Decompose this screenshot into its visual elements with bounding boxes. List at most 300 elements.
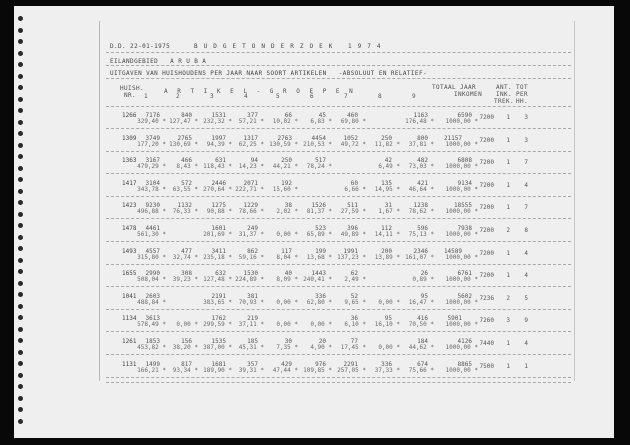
cell-absolute: 840 — [181, 112, 192, 119]
punch-hole — [18, 419, 23, 424]
row-household-nr: 1261 — [122, 338, 137, 345]
row-separator — [106, 196, 571, 197]
row-separator — [106, 309, 571, 310]
cell-tot: 7 — [524, 159, 528, 167]
cell-absolute: 77 — [350, 338, 358, 345]
separator — [106, 106, 571, 107]
cell-relative: 62,25 * — [238, 140, 264, 148]
cell-absolute: 976 — [315, 360, 326, 368]
cell-relative: 46,64 * — [408, 185, 434, 193]
cell-relative: 8,43 * — [176, 163, 198, 171]
frame-right-line — [574, 21, 575, 381]
col-number: 1 — [144, 93, 149, 100]
cell-relative: 0,00 * — [276, 321, 298, 329]
cell-relative: 496,88 * — [137, 208, 166, 216]
cell-relative: 75,66 * — [408, 366, 434, 374]
row-household-nr: 1655 — [122, 270, 137, 278]
cell-absolute: 523 — [315, 225, 326, 232]
cell-relative: 240,41 * — [303, 276, 332, 284]
cell-relative: 76,33 * — [172, 208, 198, 216]
cell-relative: 32,74 * — [172, 253, 198, 261]
cell-absolute: 21157 — [443, 134, 462, 142]
cell-relative: 222,71 * — [235, 185, 264, 193]
punch-hole — [18, 281, 23, 286]
cell-total-rel: 1000,00 * — [445, 298, 478, 306]
punch-hole — [18, 28, 23, 33]
cell-income: 7236 — [479, 294, 494, 302]
cell-relative: 127,48 * — [203, 276, 232, 284]
cell-relative: 177,20 * — [137, 140, 166, 148]
cell-absolute: 2603 — [145, 292, 160, 300]
cell-absolute: 7176 — [145, 112, 160, 119]
cell-absolute: 2765 — [177, 134, 192, 142]
cell-absolute: 3167 — [145, 157, 160, 165]
cell-ant: 1 — [506, 340, 510, 347]
cell-absolute: 219 — [247, 315, 258, 323]
cell-relative: 8,04 * — [276, 253, 298, 261]
cell-income: 7260 — [479, 317, 494, 325]
cell-relative: 14,23 * — [238, 163, 264, 171]
cell-relative: 63,55 * — [172, 185, 198, 193]
cell-total: 7938 — [457, 225, 472, 232]
cell-relative: 383,65 * — [203, 298, 232, 306]
col-number: 4 — [244, 93, 249, 100]
cell-absolute: 421 — [417, 179, 428, 187]
cell-absolute: 482 — [417, 157, 428, 165]
cell-ant: 1 — [506, 136, 510, 144]
cell-absolute: 817 — [181, 360, 192, 368]
punch-hole — [18, 384, 23, 389]
col-number: 9 — [412, 93, 417, 100]
col-trek: TREK. — [494, 98, 515, 105]
col-ant: ANT. — [496, 84, 513, 91]
cell-relative: 2,49 * — [344, 276, 366, 284]
cell-absolute: 381 — [247, 292, 258, 300]
cell-absolute: 112 — [381, 225, 392, 232]
cell-tot: 1 — [524, 362, 528, 370]
punch-hole — [18, 373, 23, 378]
cell-ant: 1 — [506, 159, 510, 167]
cell-relative: 47,44 * — [272, 366, 298, 374]
cell-total: 9134 — [457, 179, 472, 187]
cell-absolute: 800 — [417, 134, 428, 142]
cell-ant: 2 — [506, 227, 510, 234]
cell-relative: 13,89 * — [374, 253, 400, 261]
cell-relative: 0,00 * — [378, 298, 400, 306]
punch-hole — [18, 223, 23, 228]
cell-total: 4126 — [457, 338, 472, 345]
cell-relative: 37,11 * — [238, 321, 264, 329]
cell-ant: 1 — [506, 249, 510, 257]
col-per: PER — [516, 91, 529, 98]
cell-relative: 31,37 * — [238, 231, 264, 238]
cell-ant: 1 — [506, 204, 510, 212]
cell-absolute: 511 — [347, 202, 358, 210]
cell-relative: 78,66 * — [238, 208, 264, 216]
cell-total: 6590 — [457, 112, 472, 119]
cell-relative: 93,34 * — [172, 366, 198, 374]
cell-absolute: 336 — [381, 360, 392, 368]
cell-absolute: 250 — [381, 134, 392, 142]
punch-hole — [18, 97, 23, 102]
row-separator — [106, 173, 571, 174]
cell-absolute: 460 — [347, 112, 358, 119]
cell-relative: 37,81 * — [408, 140, 434, 148]
row-separator — [106, 264, 571, 265]
cell-relative: 39,31 * — [238, 366, 264, 374]
cell-income: 7500 — [479, 362, 494, 370]
cell-relative: 118,43 * — [203, 163, 232, 171]
header-island: EILANDGEBIED A R U B A — [110, 58, 207, 65]
cell-absolute: 596 — [417, 225, 428, 232]
cell-relative: 210,53 * — [303, 140, 332, 148]
punch-hole — [18, 51, 23, 56]
row-separator — [106, 128, 571, 129]
cell-absolute: 517 — [315, 157, 326, 165]
cell-relative: 70,93 * — [238, 298, 264, 306]
cell-relative: 39,23 * — [172, 276, 198, 284]
cell-relative: 161,07 * — [405, 253, 434, 261]
cell-total: 8865 — [457, 360, 472, 368]
header-date: D.D. 22-01-1975 — [110, 43, 171, 50]
cell-relative: 11,82 * — [374, 140, 400, 148]
cell-absolute: 1317 — [243, 134, 258, 142]
cell-absolute: 1530 — [243, 270, 258, 278]
cell-absolute: 1531 — [211, 112, 226, 119]
cell-relative: 201,69 * — [203, 231, 232, 238]
cell-ant: 2 — [506, 294, 510, 302]
punch-hole — [18, 350, 23, 355]
cell-total-rel: 1000,00 * — [445, 163, 478, 171]
punch-hole — [18, 315, 23, 320]
cell-income: 7200 — [479, 272, 494, 280]
punch-hole — [18, 143, 23, 148]
cell-total: 18555 — [453, 202, 472, 210]
cell-relative: 0,00 * — [276, 298, 298, 306]
cell-absolute: 429 — [281, 360, 292, 368]
cell-absolute: 572 — [181, 179, 192, 187]
col-number: 7 — [344, 93, 349, 100]
cell-total-rel: 1000,00 * — [445, 344, 478, 351]
punch-hole — [18, 62, 23, 67]
punch-hole — [18, 327, 23, 332]
cell-relative: 578,49 * — [137, 321, 166, 329]
cell-relative: 329,40 * — [137, 118, 166, 125]
cell-absolute: 26 — [420, 270, 428, 278]
cell-absolute: 1601 — [211, 225, 226, 232]
row-household-nr: 1363 — [122, 157, 137, 165]
cell-absolute: 14589 — [443, 247, 462, 255]
cell-relative: 127,47 * — [169, 118, 198, 125]
cell-absolute: 377 — [247, 112, 258, 119]
cell-absolute: 40 — [284, 270, 292, 278]
punch-hole — [18, 166, 23, 171]
cell-relative: 37,33 * — [374, 366, 400, 374]
punch-hole — [18, 246, 23, 251]
cell-absolute: 308 — [181, 270, 192, 278]
cell-relative: 75,13 * — [408, 231, 434, 238]
cell-absolute: 9230 — [145, 202, 160, 210]
cell-tot: 4 — [524, 181, 528, 189]
cell-relative: 45,31 * — [238, 344, 264, 351]
cell-relative: 78,24 * — [306, 163, 332, 171]
cell-relative: 130,69 * — [169, 140, 198, 148]
punch-hole — [18, 74, 23, 79]
cell-absolute: 199 — [315, 247, 326, 255]
col-number: 5 — [276, 93, 281, 100]
cell-total: 6808 — [457, 157, 472, 165]
cell-relative: 15,60 * — [272, 185, 298, 193]
punch-hole — [18, 177, 23, 182]
punch-hole — [18, 200, 23, 205]
cell-absolute: 336 — [315, 292, 326, 300]
cell-absolute: 466 — [181, 157, 192, 165]
cell-absolute: 1991 — [343, 247, 358, 255]
header-title: B U D G E T O N D E R Z O E K 1 9 7 4 — [194, 43, 382, 50]
cell-absolute: 36 — [350, 315, 358, 323]
cell-relative: 315,80 * — [137, 253, 166, 261]
punch-hole — [18, 407, 23, 412]
cell-total-rel: 1000,00 * — [445, 253, 478, 261]
cell-income: 7440 — [479, 340, 494, 347]
cell-relative: 62,80 * — [306, 298, 332, 306]
cell-absolute: 200 — [381, 247, 392, 255]
row-household-nr: 1493 — [122, 247, 137, 255]
frame-left-line — [99, 21, 100, 381]
cell-relative: 78,62 * — [408, 208, 434, 216]
cell-total-rel: 1000,00 * — [445, 208, 478, 216]
cell-relative: 7,35 * — [276, 344, 298, 351]
cell-absolute: 2763 — [277, 134, 292, 142]
col-number: 6 — [310, 93, 315, 100]
cell-relative: 232,32 * — [203, 118, 232, 125]
punch-hole — [18, 269, 23, 274]
cell-relative: 109,85 * — [303, 366, 332, 374]
cell-absolute: 674 — [417, 360, 428, 368]
cell-absolute: 1132 — [177, 202, 192, 210]
cell-relative: 94,39 * — [206, 140, 232, 148]
row-household-nr: 1266 — [122, 112, 137, 119]
cell-income: 7200 — [479, 227, 494, 234]
cell-absolute: 2446 — [211, 179, 226, 187]
punch-hole — [18, 120, 23, 125]
cell-absolute: 396 — [347, 225, 358, 232]
cell-absolute: 192 — [281, 179, 292, 187]
cell-income: 7200 — [479, 249, 494, 257]
cell-absolute: 2346 — [413, 247, 428, 255]
cell-tot: 3 — [524, 136, 528, 144]
cell-absolute: 4557 — [145, 247, 160, 255]
cell-total-rel: 1000,00 * — [445, 366, 478, 374]
punch-holes — [18, 16, 30, 436]
punch-hole — [18, 396, 23, 401]
cell-relative: 57,21 * — [238, 118, 264, 125]
cell-relative: 73,03 * — [408, 163, 434, 171]
punch-hole — [18, 304, 23, 309]
col-nr: NR. — [124, 92, 137, 99]
cell-absolute: 250 — [281, 157, 292, 165]
col-jaar: JAAR — [460, 84, 477, 91]
cell-absolute: 38 — [284, 202, 292, 210]
cell-total-rel: 1000,00 * — [445, 276, 478, 284]
cell-relative: 44,62 * — [408, 344, 434, 351]
col-number: 3 — [210, 93, 215, 100]
cell-relative: 1,67 * — [378, 208, 400, 216]
cell-relative: 6,49 * — [378, 163, 400, 171]
cell-relative: 6,83 * — [310, 118, 332, 125]
row-separator — [106, 354, 571, 355]
cell-absolute: 135 — [381, 179, 392, 187]
cell-absolute: 357 — [247, 360, 258, 368]
cell-ant: 1 — [506, 362, 510, 370]
cell-relative: 453,82 * — [137, 344, 166, 351]
col-number: 8 — [378, 93, 383, 100]
cell-total-rel: 1000,00 * — [445, 321, 478, 329]
cell-absolute: 3613 — [145, 315, 160, 323]
cell-absolute: 30 — [284, 338, 292, 345]
separator — [106, 78, 571, 79]
cell-income: 7200 — [479, 181, 494, 189]
cell-absolute: 1499 — [145, 360, 160, 368]
punch-hole — [18, 235, 23, 240]
cell-relative: 70,50 * — [408, 321, 434, 329]
row-household-nr: 1417 — [122, 179, 137, 187]
cell-absolute: 52 — [350, 292, 358, 300]
cell-absolute: 2291 — [343, 360, 358, 368]
row-separator — [106, 377, 571, 378]
cell-tot: 3 — [524, 114, 528, 121]
cell-relative: 16,10 * — [374, 321, 400, 329]
row-household-nr: 1041 — [122, 292, 137, 300]
cell-absolute: 1052 — [343, 134, 358, 142]
cell-absolute: 1163 — [413, 112, 428, 119]
cell-total-rel: 1000,00 * — [445, 140, 478, 148]
cell-absolute: 632 — [215, 270, 226, 278]
cell-absolute: 2071 — [243, 179, 258, 187]
cell-absolute: 2990 — [145, 270, 160, 278]
cell-absolute: 156 — [181, 338, 192, 345]
cell-relative: 90,88 * — [206, 208, 232, 216]
row-household-nr: 1478 — [122, 225, 137, 232]
punch-hole — [18, 361, 23, 366]
cell-absolute: 94 — [250, 157, 258, 165]
cell-relative: 488,84 * — [137, 298, 166, 306]
cell-relative: 65,89 * — [306, 231, 332, 238]
separator — [106, 52, 571, 53]
cell-absolute: 1853 — [145, 338, 160, 345]
cell-absolute: 3749 — [145, 134, 160, 142]
separator — [106, 382, 571, 383]
cell-tot: 4 — [524, 340, 528, 347]
cell-relative: 479,29 * — [137, 163, 166, 171]
cell-total: 6761 — [457, 270, 472, 278]
cell-relative: 189,90 * — [203, 366, 232, 374]
cell-absolute: 45 — [318, 112, 326, 119]
cell-relative: 0,00 * — [176, 321, 198, 329]
cell-ant: 1 — [506, 272, 510, 280]
cell-absolute: 184 — [417, 338, 428, 345]
cell-income: 7200 — [479, 204, 494, 212]
cell-relative: 130,59 * — [269, 140, 298, 148]
punch-hole — [18, 108, 23, 113]
cell-relative: 8,09 * — [276, 276, 298, 284]
cell-relative: 17,45 * — [340, 344, 366, 351]
punch-hole — [18, 85, 23, 90]
cell-relative: 49,72 * — [340, 140, 366, 148]
cell-relative: 343,78 * — [137, 185, 166, 193]
row-household-nr: 1309 — [122, 134, 137, 142]
cell-total-rel: 1000,00 * — [445, 185, 478, 193]
cell-absolute: 477 — [181, 247, 192, 255]
cell-relative: 9,65 * — [344, 298, 366, 306]
cell-absolute: 95 — [384, 315, 392, 323]
row-separator — [106, 151, 571, 152]
row-household-nr: 1134 — [122, 315, 137, 323]
cell-absolute: 1238 — [413, 202, 428, 210]
header-subtitle: UITGAVEN VAN HUISHOUDENS PER JAAR NAAR SOORT ARTIKELEN -ABSOLUUT EN RELATIEF- — [110, 70, 427, 77]
col-inkomen: INKOMEN — [454, 91, 483, 98]
cell-ant: 3 — [506, 317, 510, 325]
punch-hole — [18, 258, 23, 263]
cell-income: 7200 — [479, 114, 494, 121]
cell-relative: 38,20 * — [172, 344, 198, 351]
cell-relative: 27,59 * — [340, 208, 366, 216]
cell-total-rel: 1000,00 * — [445, 118, 478, 125]
cell-absolute: 1535 — [211, 338, 226, 345]
col-totaal: TOTAAL — [432, 84, 457, 91]
punch-hole — [18, 212, 23, 217]
cell-absolute: 1762 — [211, 315, 226, 323]
cell-relative: 6,10 * — [344, 321, 366, 329]
cell-income: 7200 — [479, 159, 494, 167]
cell-relative: 10,02 * — [272, 118, 298, 125]
cell-relative: 299,59 * — [203, 321, 232, 329]
cell-absolute: 1526 — [311, 202, 326, 210]
cell-relative: 49,89 * — [340, 231, 366, 238]
cell-relative: 257,05 * — [337, 366, 366, 374]
cell-absolute: 4461 — [145, 225, 160, 232]
punch-hole — [18, 131, 23, 136]
cell-tot: 8 — [524, 227, 528, 234]
cell-relative: 387,00 * — [203, 344, 232, 351]
punch-hole — [18, 16, 23, 21]
cell-absolute: 60 — [350, 179, 358, 187]
cell-relative: 166,21 * — [137, 366, 166, 374]
cell-absolute: 95 — [420, 292, 428, 300]
cell-relative: 0,00 * — [378, 344, 400, 351]
cell-absolute: 4454 — [311, 134, 326, 142]
cell-relative: 270,64 * — [203, 185, 232, 193]
cell-absolute: 31 — [384, 202, 392, 210]
cell-absolute: 631 — [215, 157, 226, 165]
cell-relative: 2,02 * — [276, 208, 298, 216]
col-ink: INK. — [496, 91, 513, 98]
cell-tot: 9 — [524, 317, 528, 325]
cell-relative: 14,11 * — [374, 231, 400, 238]
punch-hole — [18, 338, 23, 343]
row-household-nr: 1131 — [122, 360, 137, 368]
row-separator — [106, 331, 571, 332]
cell-tot: 7 — [524, 204, 528, 212]
cell-income: 7200 — [479, 136, 494, 144]
row-separator — [106, 218, 571, 219]
cell-absolute: 5901 — [447, 315, 462, 323]
cell-relative: 81,37 * — [306, 208, 332, 216]
cell-total-rel: 1000,00 * — [445, 231, 478, 238]
col-groepen: A R T I K E L - G R O E P E N — [164, 88, 356, 95]
cell-absolute: 1681 — [211, 360, 226, 368]
cell-absolute: 42 — [384, 157, 392, 165]
